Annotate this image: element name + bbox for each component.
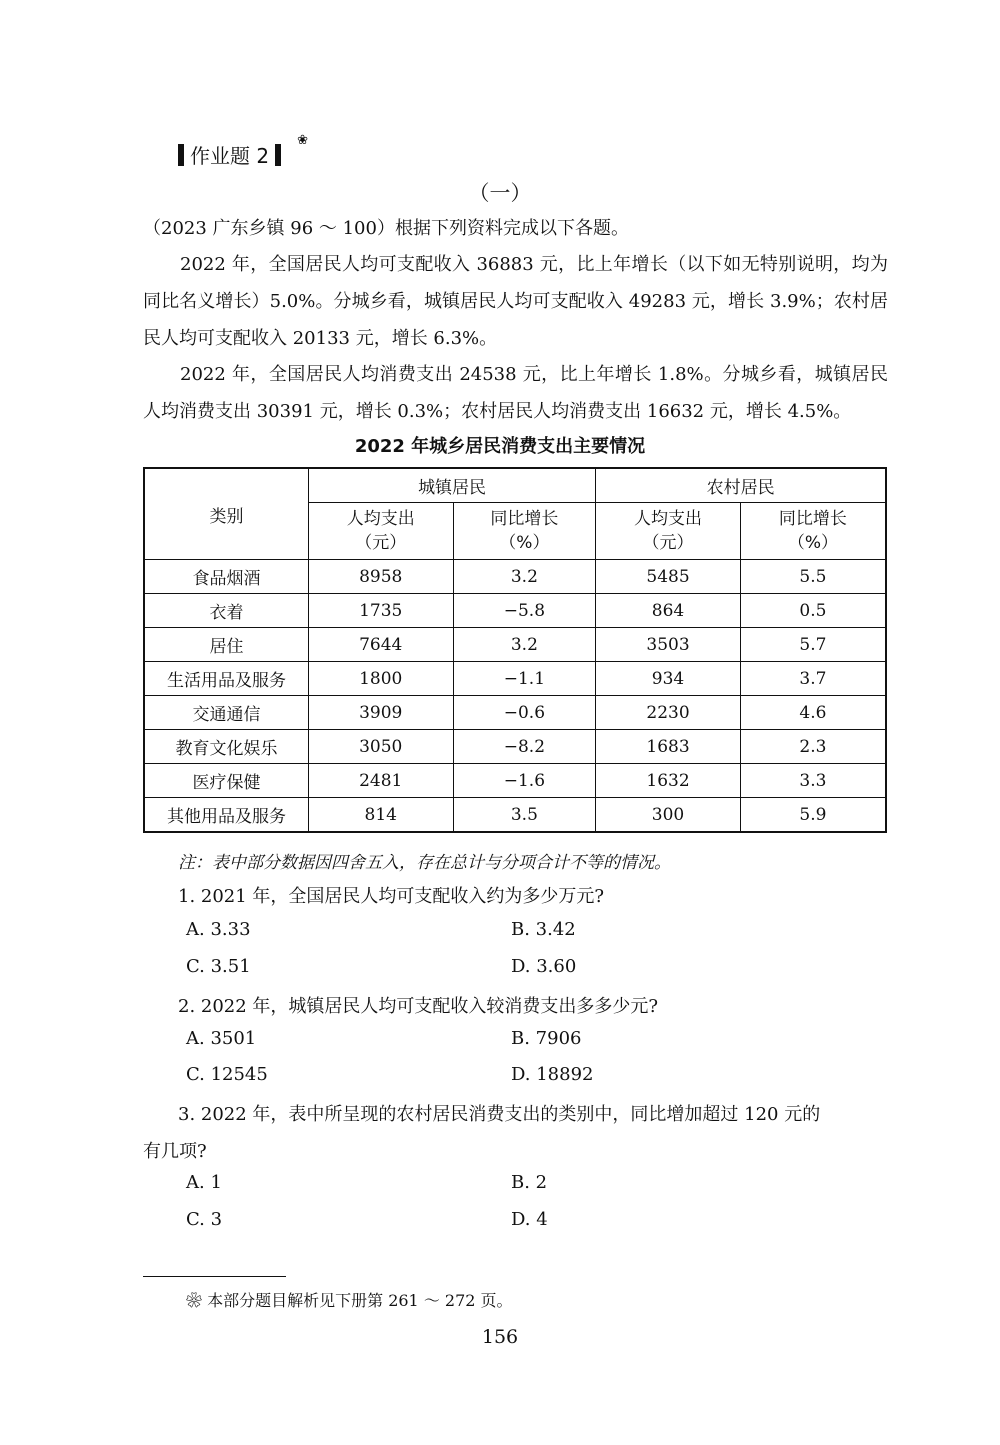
cell-urban-growth: −0.6: [453, 696, 596, 730]
question-3-line-2: 有几项?: [143, 1141, 207, 1162]
cell-rural-spend: 3503: [596, 628, 741, 662]
table-row: [144, 628, 886, 662]
table-row: [144, 594, 886, 628]
header-urban: 城镇居民: [308, 468, 595, 503]
spending-table: [143, 467, 887, 833]
cell-urban-spend: 7644: [308, 628, 453, 662]
cell-rural-spend: 2230: [596, 696, 741, 730]
table-note: 注：表中部分数据因四舍五入，存在总计与分项合计不等的情况。: [178, 853, 671, 873]
exercise-title: 作业题 2: [190, 144, 270, 168]
cell-category: 交通通信: [144, 696, 308, 730]
cell-rural-growth: 5.7: [740, 628, 886, 662]
header-category: 类别: [144, 468, 308, 560]
table-title: 2022 年城乡居民消费支出主要情况: [354, 436, 646, 457]
q1-option-a: A. 3.33: [186, 919, 251, 940]
q1-option-c: C. 3.51: [186, 956, 251, 977]
q1-option-d: D. 3.60: [511, 956, 577, 977]
q3-option-c: C. 3: [186, 1209, 223, 1230]
section-label: （一）: [468, 181, 532, 205]
question-3-line-1: 3. 2022 年，表中所呈现的农村居民消费支出的类别中，同比增加超过 120 元的: [178, 1104, 821, 1125]
header-rural-spend: 人均支出 （元）: [596, 503, 741, 560]
cell-urban-spend: 3909: [308, 696, 453, 730]
cell-category: 其他用品及服务: [144, 798, 308, 833]
cell-rural-spend: 1683: [596, 730, 741, 764]
paragraph-spending: 2022 年，全国居民人均消费支出 24538 元，比上年增长 1.8%。分城乡看，城镇居民人均消费支出 30391 元，增长 0.3%；农村居民人均消费支出 16632 元，增长 4.5%。: [143, 364, 888, 422]
cell-rural-spend: 934: [596, 662, 741, 696]
cell-rural-spend: 864: [596, 594, 741, 628]
footnote-divider: [143, 1276, 286, 1277]
flower-footnote-icon: ❀: [186, 1291, 203, 1310]
footnote: [186, 1288, 513, 1311]
q2-option-a: A. 3501: [186, 1028, 257, 1049]
q1-option-b: B. 3.42: [511, 919, 576, 940]
q2-option-d: D. 18892: [511, 1064, 594, 1085]
cell-urban-growth: −8.2: [453, 730, 596, 764]
cell-urban-growth: −1.6: [453, 764, 596, 798]
q2-option-b: B. 7906: [511, 1028, 582, 1049]
flower-mark-icon: ❀: [297, 133, 308, 148]
cell-rural-growth: 5.9: [740, 798, 886, 833]
heading-bar-right: [275, 144, 281, 166]
cell-rural-growth: 3.7: [740, 662, 886, 696]
cell-urban-spend: 8958: [308, 560, 453, 594]
cell-rural-spend: 1632: [596, 764, 741, 798]
cell-rural-spend: 300: [596, 798, 741, 833]
cell-category: 教育文化娱乐: [144, 730, 308, 764]
table-row: [144, 798, 886, 833]
intro-text: （2023 广东乡镇 96 ～ 100）根据下列资料完成以下各题。: [143, 218, 629, 239]
footnote-text: 本部分题目解析见下册第 261 ～ 272 页。: [207, 1291, 513, 1310]
table-row: [144, 730, 886, 764]
cell-urban-spend: 2481: [308, 764, 453, 798]
cell-rural-growth: 5.5: [740, 560, 886, 594]
cell-urban-growth: 3.5: [453, 798, 596, 833]
header-urban-growth: 同比增长 （%）: [453, 503, 596, 560]
cell-urban-spend: 814: [308, 798, 453, 833]
cell-rural-growth: 3.3: [740, 764, 886, 798]
question-1: 1. 2021 年，全国居民人均可支配收入约为多少万元?: [178, 886, 605, 907]
cell-urban-spend: 1800: [308, 662, 453, 696]
header-urban-spend: 人均支出 （元）: [308, 503, 453, 560]
table-row: [144, 560, 886, 594]
cell-category: 衣着: [144, 594, 308, 628]
exercise-heading: [178, 133, 308, 169]
cell-category: 食品烟酒: [144, 560, 308, 594]
question-2: 2. 2022 年，城镇居民人均可支配收入较消费支出多多少元?: [178, 996, 659, 1017]
cell-urban-growth: 3.2: [453, 560, 596, 594]
cell-category: 生活用品及服务: [144, 662, 308, 696]
header-rural: 农村居民: [596, 468, 886, 503]
q3-option-d: D. 4: [511, 1209, 548, 1230]
q2-option-c: C. 12545: [186, 1064, 268, 1085]
paragraph-income: 2022 年，全国居民人均可支配收入 36883 元，比上年增长（以下如无特别说明，均为同比名义增长）5.0%。分城乡看，城镇居民人均可支配收入 49283 元，增长 3.9%；农村居民人均可支配收入 20133 元，增长 6.3%。: [143, 254, 888, 349]
cell-category: 居住: [144, 628, 308, 662]
cell-urban-growth: 3.2: [453, 628, 596, 662]
cell-urban-spend: 3050: [308, 730, 453, 764]
page-number: 156: [481, 1326, 519, 1348]
q3-option-b: B. 2: [511, 1172, 548, 1193]
cell-rural-spend: 5485: [596, 560, 741, 594]
cell-category: 医疗保健: [144, 764, 308, 798]
table-row: [144, 662, 886, 696]
cell-rural-growth: 0.5: [740, 594, 886, 628]
cell-rural-growth: 2.3: [740, 730, 886, 764]
cell-urban-growth: −5.8: [453, 594, 596, 628]
q3-option-a: A. 1: [186, 1172, 222, 1193]
header-rural-growth: 同比增长 （%）: [740, 503, 886, 560]
cell-rural-growth: 4.6: [740, 696, 886, 730]
cell-urban-growth: −1.1: [453, 662, 596, 696]
table-row: [144, 764, 886, 798]
table-row: [144, 696, 886, 730]
heading-bar-left: [178, 144, 184, 166]
cell-urban-spend: 1735: [308, 594, 453, 628]
